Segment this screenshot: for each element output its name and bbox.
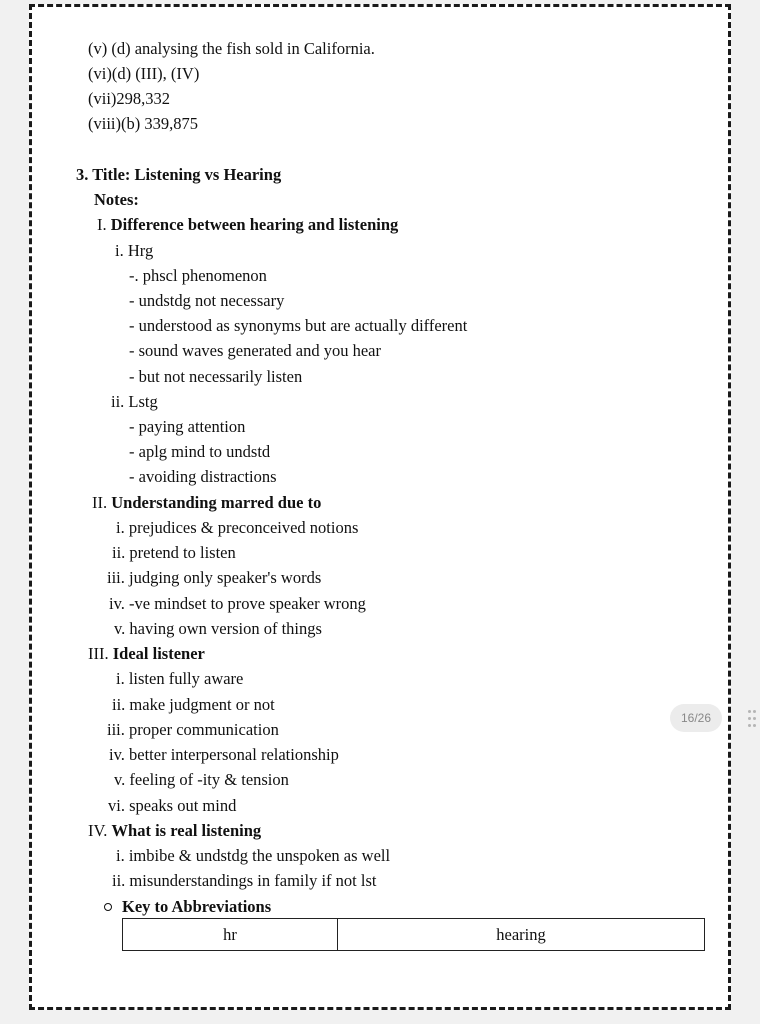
section-title: 3. Title: Listening vs Hearing <box>76 165 282 184</box>
list-item: ii. make judgment or not <box>112 695 275 714</box>
answer-line: (viii)(b) 339,875 <box>88 114 198 133</box>
part2-heading <box>92 493 321 513</box>
list-item: - aplg mind to undstd <box>129 442 271 461</box>
part3-number: III. <box>88 644 109 663</box>
part3-title: Ideal listener <box>112 644 205 663</box>
part1-sub1-label: i. Hrg <box>115 241 154 260</box>
list-item: i. listen fully aware <box>116 669 244 688</box>
abbr-cell: hr <box>123 919 338 951</box>
list-item: - sound waves generated and you hear <box>129 341 381 360</box>
meaning-cell: hearing <box>338 919 705 951</box>
key-title: Key to Abbreviations <box>122 897 272 916</box>
list-item: - undstdg not necessary <box>129 291 285 310</box>
part1-sub2-label: ii. Lstg <box>111 392 158 411</box>
abbreviations-table <box>122 918 705 951</box>
part4-title: What is real listening <box>111 821 262 840</box>
answer-line: (v) (d) analysing the fish sold in California. <box>88 39 375 58</box>
hollow-bullet-icon <box>104 903 112 911</box>
drag-handle-icon[interactable] <box>748 710 756 728</box>
answer-line: (vi)(d) (III), (IV) <box>88 64 200 83</box>
part2-number: II. <box>92 493 108 512</box>
list-item: -. phscl phenomenon <box>129 266 267 285</box>
list-item: v. having own version of things <box>114 619 322 638</box>
part1-heading <box>97 215 398 235</box>
list-item: iv. better interpersonal relationship <box>109 745 339 764</box>
list-item: - paying attention <box>129 417 246 436</box>
part4-heading <box>88 821 261 841</box>
list-item: iii. judging only speaker's words <box>107 568 322 587</box>
list-item: iv. -ve mindset to prove speaker wrong <box>109 594 366 613</box>
part4-number: IV. <box>88 821 108 840</box>
list-item: iii. proper communication <box>107 720 279 739</box>
list-item: - avoiding distractions <box>129 467 277 486</box>
list-item: v. feeling of -ity & tension <box>114 770 289 789</box>
part3-heading <box>88 644 205 664</box>
list-item: i. imbibe & undstdg the unspoken as well <box>116 846 391 865</box>
page-indicator: 16/26 <box>670 704 722 732</box>
list-item: ii. misunderstandings in family if not lst <box>112 871 377 890</box>
list-item: - understood as synonyms but are actually different <box>129 316 468 335</box>
notes-label: Notes: <box>94 190 139 209</box>
part1-title: Difference between hearing and listening <box>110 215 399 234</box>
table-row <box>123 919 705 951</box>
part2-title: Understanding marred due to <box>111 493 322 512</box>
list-item: - but not necessarily listen <box>129 367 303 386</box>
answer-line: (vii)298,332 <box>88 89 171 108</box>
list-item: ii. pretend to listen <box>112 543 236 562</box>
part1-number: I. <box>97 215 107 234</box>
list-item: i. prejudices & preconceived notions <box>116 518 359 537</box>
list-item: vi. speaks out mind <box>108 796 237 815</box>
